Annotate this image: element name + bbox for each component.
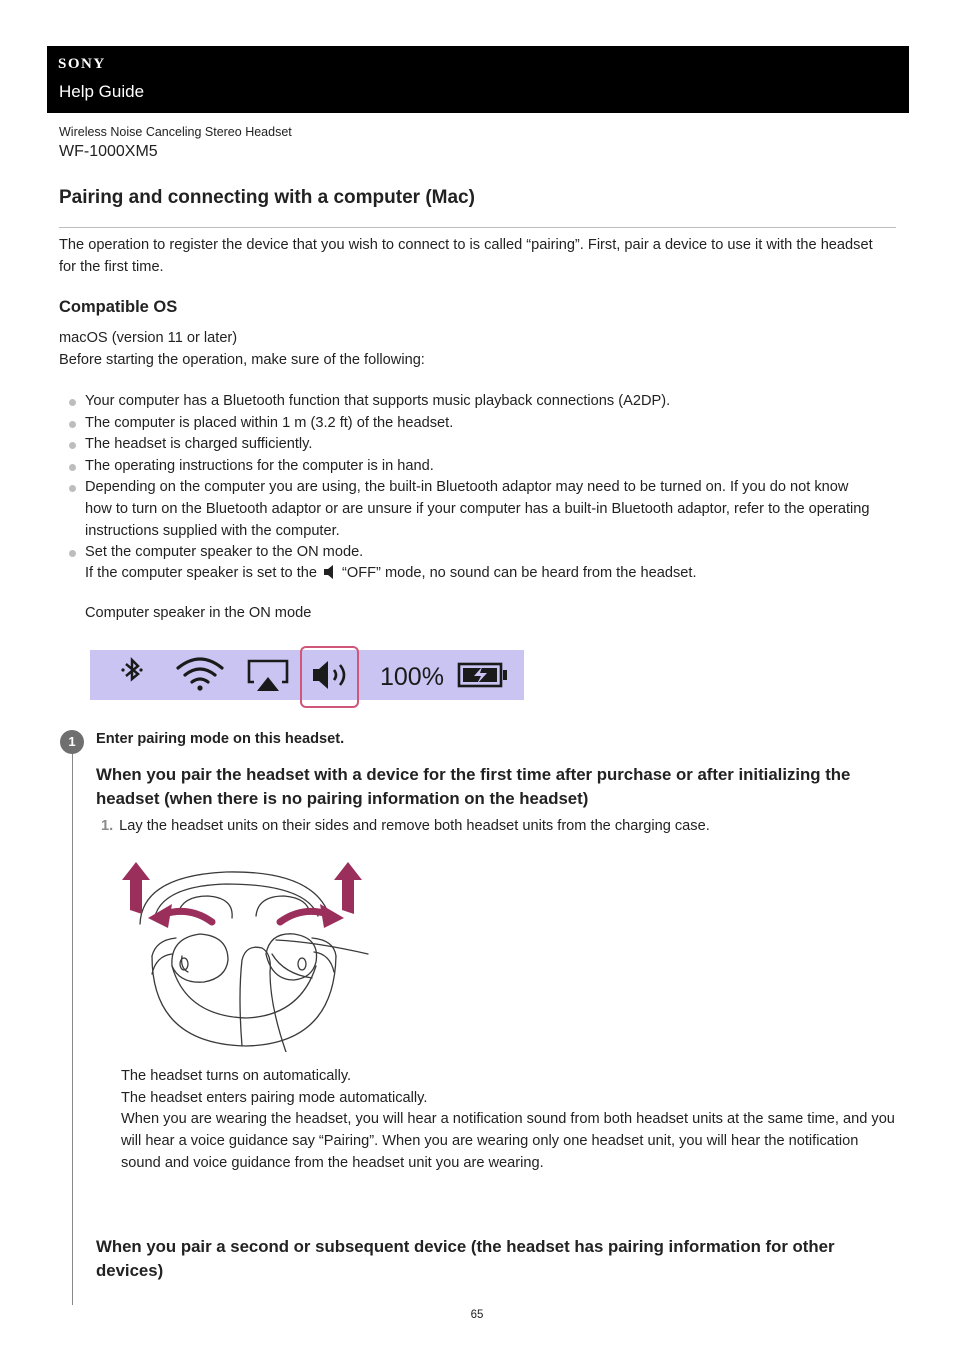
bullet-icon <box>69 442 76 449</box>
product-model: WF-1000XM5 <box>59 143 158 160</box>
list-item: The headset is charged sufficiently. <box>69 434 879 456</box>
bullet-icon <box>69 485 76 492</box>
before-starting-text: Before starting the operation, make sure of the following: <box>59 351 425 368</box>
list-item: Set the computer speaker to the ON mode. <box>69 542 879 564</box>
bullet-icon <box>69 464 76 471</box>
intro-paragraph: The operation to register the device that you wish to connect to is called “pairing”. First, pair a device to use it with the headset for the first time. <box>59 237 873 275</box>
compatible-os-text <box>59 328 425 371</box>
product-type: Wireless Noise Canceling Stereo Headset <box>59 125 292 139</box>
list-item: Depending on the computer you are using, the built-in Bluetooth adaptor may need to be turned on. If you do not know how to turn on the Bluetooth adaptor or are unsure if your computer has a built-in Bluetooth adaptor, refer to the operating instructions supplied with the computer. <box>69 477 879 542</box>
bullet-icon <box>69 421 76 428</box>
battery-percentage: 100% <box>380 663 444 691</box>
upward-arrows <box>122 862 362 914</box>
page-title: Pairing and connecting with a computer (Mac) <box>59 187 475 208</box>
help-guide-header <box>47 46 909 113</box>
title-divider <box>59 227 896 228</box>
mac-menu-bar-illustration <box>89 646 525 708</box>
step-number-badge: 1 <box>60 730 84 754</box>
list-item: The operating instructions for the computer is in hand. <box>69 456 879 478</box>
first-pairing-heading: When you pair the headset with a device for the first time after purchase or after initializing the headset (when there is no pairing information on the headset) <box>96 765 851 808</box>
speaker-muted-icon <box>323 564 338 588</box>
substep-number: 1. <box>101 818 114 834</box>
case-body <box>152 956 336 1046</box>
bullet-icon <box>69 550 76 557</box>
list-item: Your computer has a Bluetooth function that supports music playback connections (A2DP). <box>69 391 879 413</box>
os-version: macOS (version 11 or later) <box>59 330 238 346</box>
substep-text: Lay the headset units on their sides and remove both headset units from the charging case. <box>119 818 710 834</box>
speaker-off-note: If the computer speaker is set to the “OFF” mode, no sound can be heard from the headset. <box>85 563 697 588</box>
remove-earbuds-illustration <box>116 856 376 1052</box>
sony-logo: SONY <box>58 56 106 72</box>
subsequent-pairing-heading: When you pair a second or subsequent device (the headset has pairing information for other devices) <box>96 1237 835 1280</box>
sideways-arrows <box>148 904 344 928</box>
prerequisite-list <box>69 391 879 564</box>
compatible-os-heading: Compatible OS <box>59 298 178 316</box>
left-earbud <box>172 934 228 982</box>
substep-result: The headset turns on automatically. The headset enters pairing mode automatically. When you are wearing the headset, you will hear a notification sound from both headset units at the same time, and you will hear a voice guidance say “Pairing”. When you are wearing only one headset unit, you will hear the notification sound and voice guidance from the headset unit you are wearing. <box>121 1068 895 1171</box>
step-connector-line <box>72 748 73 1305</box>
substep <box>101 818 710 834</box>
page-number: 65 <box>470 1309 484 1321</box>
speaker-on-caption: Computer speaker in the ON mode <box>85 605 312 621</box>
help-guide-title: Help Guide <box>59 82 145 101</box>
list-item: The computer is placed within 1 m (3.2 ft) of the headset. <box>69 413 879 435</box>
step-title: Enter pairing mode on this headset. <box>96 731 345 747</box>
bullet-icon <box>69 399 76 406</box>
